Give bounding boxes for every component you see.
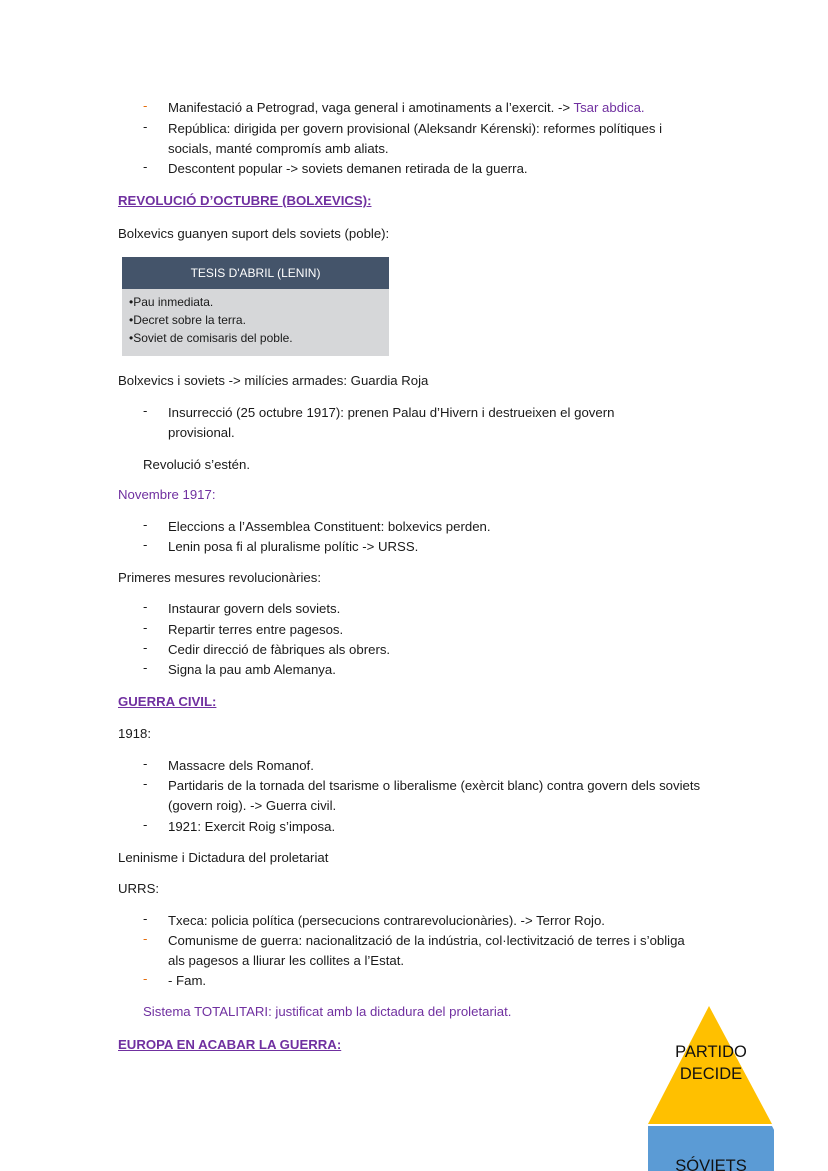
bullet-dash: - bbox=[143, 640, 148, 655]
section-heading-europe: EUROPA EN ACABAR LA GUERRA: bbox=[118, 1037, 342, 1052]
tesis-item: •Pau inmediata. bbox=[129, 295, 214, 309]
november-label: Novembre 1917: bbox=[118, 487, 216, 502]
year-label: 1918: bbox=[118, 726, 152, 741]
bullet-text: Insurrecció (25 octubre 1917): prenen Palau d’Hivern i destrueixen el govern provisional. bbox=[168, 405, 615, 440]
bullet-text: Instaurar govern dels soviets. bbox=[168, 601, 341, 616]
list-item bbox=[143, 931, 708, 971]
list-item bbox=[143, 971, 708, 991]
bullet-dash: - bbox=[143, 599, 148, 614]
pyramid-top-line1: PARTIDO bbox=[675, 1043, 747, 1061]
bullet-dash: - bbox=[143, 756, 148, 771]
tesis-box bbox=[122, 257, 389, 356]
tesis-box-title: TESIS D'ABRIL (LENIN) bbox=[122, 257, 389, 289]
pyramid-top-line2: DECIDE bbox=[679, 1065, 743, 1083]
paragraph: Leninisme i Dictadura del proletariat bbox=[118, 850, 329, 865]
paragraph: Bolxevics guanyen suport dels soviets (poble): bbox=[118, 226, 390, 241]
bullet-dash: - bbox=[143, 403, 148, 418]
list-item bbox=[143, 159, 708, 179]
bullet-text: Massacre dels Romanof. bbox=[168, 758, 314, 773]
list-item bbox=[143, 403, 708, 443]
bullet-dash: - bbox=[143, 931, 148, 946]
section-heading-october: REVOLUCIÓ D’OCTUBRE (BOLXEVICS): bbox=[118, 193, 372, 208]
tesis-box-body bbox=[122, 289, 389, 356]
list-item bbox=[143, 640, 708, 660]
bullet-text: República: dirigida per govern provisional (Aleksandr Kérenski): reformes polítiques i socials, manté compromís amb aliats. bbox=[168, 121, 663, 156]
list-item bbox=[143, 119, 708, 159]
list-item bbox=[143, 817, 708, 837]
list-item bbox=[143, 98, 708, 118]
bullet-dash: - bbox=[143, 660, 148, 675]
bullet-text: 1921: Exercit Roig s’imposa. bbox=[168, 819, 336, 834]
pyramid-bottom-label: SÓVIETS bbox=[675, 1157, 747, 1171]
bullet-dash: - bbox=[143, 537, 148, 552]
bullet-dash: - bbox=[143, 911, 148, 926]
bullet-text: - Fam. bbox=[168, 973, 207, 988]
list-item bbox=[143, 517, 708, 537]
list-item bbox=[143, 537, 708, 557]
bullet-text: Txeca: policia política (persecucions contrarevolucionàries). -> Terror Rojo. bbox=[168, 913, 605, 928]
totalitarian-note: Sistema TOTALITARI: justificat amb la dictadura del proletariat. bbox=[143, 1004, 512, 1019]
bullet-dash: - bbox=[143, 159, 148, 174]
list-item bbox=[143, 776, 708, 816]
bullet-text: Cedir direcció de fàbriques als obrers. bbox=[168, 642, 391, 657]
bullet-dash: - bbox=[143, 971, 148, 986]
party-pyramid bbox=[648, 1006, 774, 1171]
paragraph: Revolució s’estén. bbox=[143, 457, 251, 472]
list-item bbox=[143, 911, 708, 931]
bullet-text: Lenin posa fi al pluralisme polític -> URSS. bbox=[168, 539, 419, 554]
bullet-text: Descontent popular -> soviets demanen retirada de la guerra. bbox=[168, 161, 528, 176]
tsar-abdica-highlight: Tsar abdica. bbox=[573, 100, 645, 115]
bullet-dash: - bbox=[143, 776, 148, 791]
bullet-dash: - bbox=[143, 817, 148, 832]
bullet-dash: - bbox=[143, 517, 148, 532]
bullet-text: Comunisme de guerra: nacionalització de la indústria, col·lectivització de terres i s’obliga als pagesos a lliurar les collites a l’Estat. bbox=[168, 933, 685, 968]
bullet-dash: - bbox=[143, 620, 148, 635]
bullet-dash: - bbox=[143, 119, 148, 134]
paragraph: URRS: bbox=[118, 881, 160, 896]
paragraph: Bolxevics i soviets -> milícies armades: Guardia Roja bbox=[118, 373, 429, 388]
bullet-text: Eleccions a l’Assemblea Constituent: bolxevics perden. bbox=[168, 519, 491, 534]
bullet-text: Partidaris de la tornada del tsarisme o liberalisme (exèrcit blanc) contra govern dels soviets (govern roig). -> Guerra civil. bbox=[168, 778, 701, 813]
list-item bbox=[143, 756, 708, 776]
tesis-item: •Soviet de comisaris del poble. bbox=[129, 331, 293, 345]
bullet-text: Manifestació a Petrograd, vaga general i amotinaments a l’exercit. -> bbox=[168, 100, 574, 115]
list-item bbox=[143, 660, 708, 680]
bullet-text: Signa la pau amb Alemanya. bbox=[168, 662, 336, 677]
list-item bbox=[143, 620, 708, 640]
list-item bbox=[143, 599, 708, 619]
section-heading-civil-war: GUERRA CIVIL: bbox=[118, 694, 217, 709]
pyramid-graphic bbox=[648, 1006, 774, 1171]
tesis-item: •Decret sobre la terra. bbox=[129, 313, 246, 327]
paragraph: Primeres mesures revolucionàries: bbox=[118, 570, 322, 585]
bullet-text: Repartir terres entre pagesos. bbox=[168, 622, 344, 637]
bullet-dash: - bbox=[143, 98, 148, 113]
